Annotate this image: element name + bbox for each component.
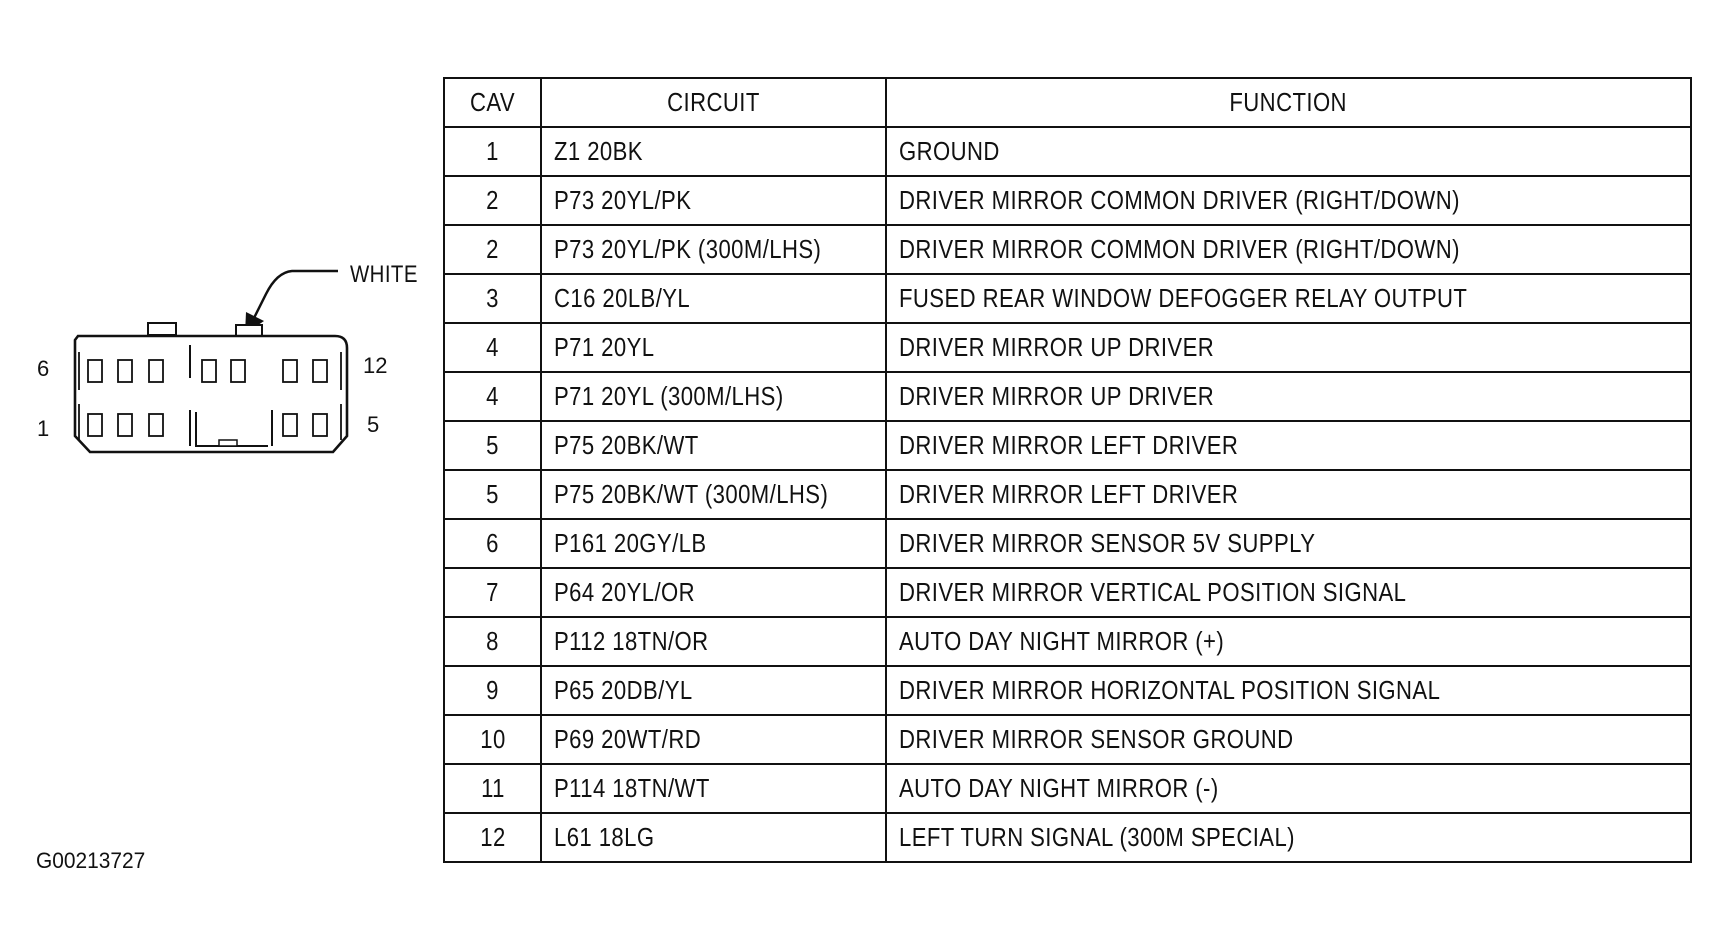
function-cell: DRIVER MIRROR COMMON DRIVER (RIGHT/DOWN) <box>886 225 1691 274</box>
table-row <box>444 470 1691 519</box>
cav-cell: 12 <box>444 813 541 862</box>
cav-cell: 1 <box>444 127 541 176</box>
function-cell: DRIVER MIRROR UP DRIVER <box>886 323 1691 372</box>
function-cell: GROUND <box>886 127 1691 176</box>
function-cell: DRIVER MIRROR SENSOR GROUND <box>886 715 1691 764</box>
wire-color-label: WHITE <box>350 261 418 288</box>
cav-cell: 5 <box>444 421 541 470</box>
circuit-cell: P73 20YL/PK (300M/LHS) <box>541 225 886 274</box>
connector-diagram <box>0 0 440 945</box>
table-row <box>444 666 1691 715</box>
table-row <box>444 568 1691 617</box>
function-cell: DRIVER MIRROR LEFT DRIVER <box>886 470 1691 519</box>
table-row <box>444 715 1691 764</box>
function-cell: DRIVER MIRROR HORIZONTAL POSITION SIGNAL <box>886 666 1691 715</box>
table-row <box>444 225 1691 274</box>
cav-cell: 4 <box>444 323 541 372</box>
function-cell: DRIVER MIRROR COMMON DRIVER (RIGHT/DOWN) <box>886 176 1691 225</box>
function-cell: FUSED REAR WINDOW DEFOGGER RELAY OUTPUT <box>886 274 1691 323</box>
table-row <box>444 176 1691 225</box>
white-leader-arrow <box>253 271 338 320</box>
header-cav: CAV <box>444 78 541 127</box>
connector-face <box>0 0 440 945</box>
circuit-cell: P161 20GY/LB <box>541 519 886 568</box>
circuit-cell: P112 18TN/OR <box>541 617 886 666</box>
cav-cell: 7 <box>444 568 541 617</box>
function-cell: LEFT TURN SIGNAL (300M SPECIAL) <box>886 813 1691 862</box>
table-row <box>444 813 1691 862</box>
circuit-cell: P69 20WT/RD <box>541 715 886 764</box>
circuit-cell: L61 18LG <box>541 813 886 862</box>
function-cell: DRIVER MIRROR VERTICAL POSITION SIGNAL <box>886 568 1691 617</box>
circuit-cell: P75 20BK/WT (300M/LHS) <box>541 470 886 519</box>
cav-cell: 2 <box>444 225 541 274</box>
cav-cell: 6 <box>444 519 541 568</box>
cav-cell: 9 <box>444 666 541 715</box>
pinout-rows <box>444 127 1691 862</box>
pin-label-top-right: 12 <box>363 353 388 378</box>
table-row <box>444 617 1691 666</box>
cav-cell: 10 <box>444 715 541 764</box>
cav-cell: 4 <box>444 372 541 421</box>
cavity-row-top <box>88 360 327 382</box>
function-cell: DRIVER MIRROR LEFT DRIVER <box>886 421 1691 470</box>
cav-cell: 3 <box>444 274 541 323</box>
function-cell: AUTO DAY NIGHT MIRROR (-) <box>886 764 1691 813</box>
connector-key-left <box>148 323 176 335</box>
cav-cell: 11 <box>444 764 541 813</box>
cav-cell: 5 <box>444 470 541 519</box>
circuit-cell: P73 20YL/PK <box>541 176 886 225</box>
table-row <box>444 764 1691 813</box>
circuit-cell: P75 20BK/WT <box>541 421 886 470</box>
table-row <box>444 127 1691 176</box>
table-row <box>444 519 1691 568</box>
circuit-cell: P114 18TN/WT <box>541 764 886 813</box>
connector-key-white <box>236 325 262 336</box>
function-cell: DRIVER MIRROR SENSOR 5V SUPPLY <box>886 519 1691 568</box>
pin-label-bottom-right: 5 <box>367 412 380 437</box>
circuit-cell: P64 20YL/OR <box>541 568 886 617</box>
table-header-row <box>444 78 1691 127</box>
header-circuit: CIRCUIT <box>541 78 886 127</box>
pin-label-bottom-left: 1 <box>37 416 50 441</box>
table-row <box>444 274 1691 323</box>
circuit-cell: P65 20DB/YL <box>541 666 886 715</box>
cav-cell: 8 <box>444 617 541 666</box>
pin-label-top-left: 6 <box>37 356 50 381</box>
circuit-cell: P71 20YL (300M/LHS) <box>541 372 886 421</box>
table-row <box>444 372 1691 421</box>
table-row <box>444 421 1691 470</box>
table-row <box>444 323 1691 372</box>
function-cell: DRIVER MIRROR UP DRIVER <box>886 372 1691 421</box>
circuit-cell: P71 20YL <box>541 323 886 372</box>
connector-body <box>75 336 347 452</box>
pinout-table <box>443 77 1692 863</box>
figure-id: G00213727 <box>36 848 146 873</box>
circuit-cell: Z1 20BK <box>541 127 886 176</box>
header-function: FUNCTION <box>886 78 1691 127</box>
function-cell: AUTO DAY NIGHT MIRROR (+) <box>886 617 1691 666</box>
cav-cell: 2 <box>444 176 541 225</box>
circuit-cell: C16 20LB/YL <box>541 274 886 323</box>
